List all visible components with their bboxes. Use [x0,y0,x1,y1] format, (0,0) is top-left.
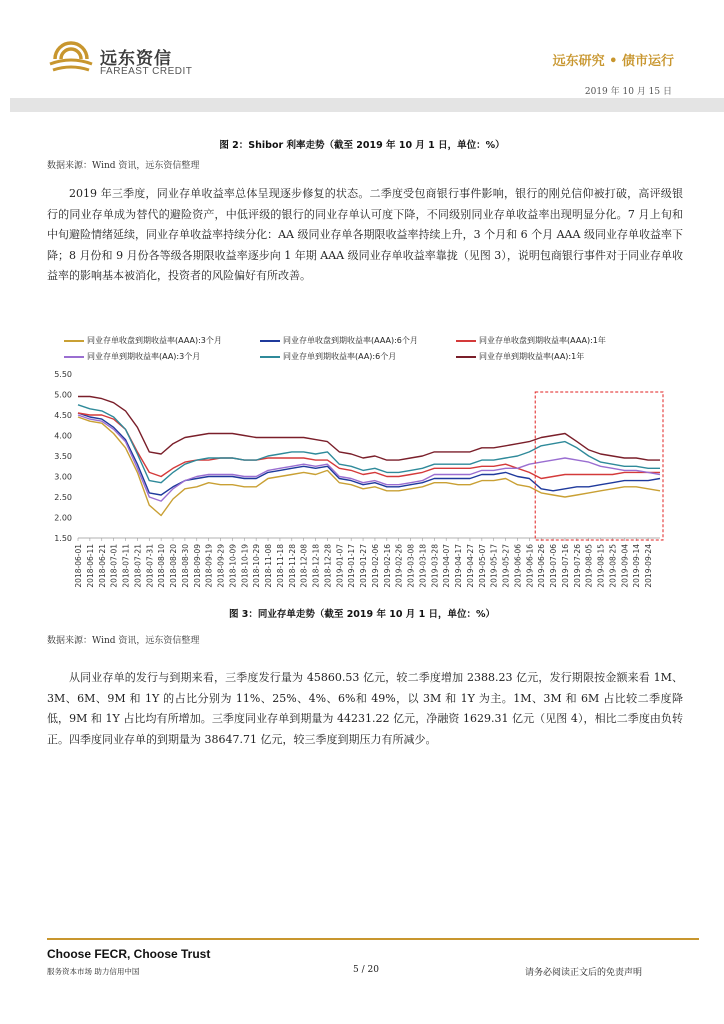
y-tick-label: 4.50 [54,411,72,420]
footer-disclaimer: 请务必阅读正文后的免责声明 [525,968,643,978]
x-tick-label: 2019-05-17 [489,544,499,588]
legend-label: 同业存单到期收益率(AA):6个月 [283,352,397,361]
x-tick-label: 2019-05-07 [477,544,487,588]
x-tick-label: 2018-09-29 [216,544,226,588]
header-divider-bar [10,98,724,112]
x-tick-label: 2018-11-28 [287,544,297,588]
legend-item-aaa-6m [260,335,418,346]
x-tick-label: 2019-01-27 [359,544,369,588]
x-tick-label: 2018-08-10 [157,544,167,588]
legend-item-aaa-1y [456,335,606,346]
figure3-source: 数据来源：Wind 资讯，远东资信整理 [47,636,200,646]
series-line-0 [78,417,660,516]
legend-swatch [260,356,280,358]
x-tick-label: 2018-09-19 [204,544,214,588]
fareast-logo-icon [46,40,96,76]
page-number: 5 / 20 [353,965,379,975]
x-tick-label: 2019-03-08 [406,544,416,588]
series-line-5 [78,397,660,461]
x-tick-label: 2019-05-27 [501,544,511,588]
x-tick-label: 2019-06-06 [513,544,523,588]
footer-subtitle: 服务资本市场 助力信用中国 [47,967,140,976]
legend-label: 同业存单到期收益率(AA):3个月 [87,352,201,361]
x-tick-label: 2018-11-18 [275,544,285,588]
legend-swatch [456,356,476,358]
x-tick-label: 2018-07-11 [121,544,131,588]
legend-label: 同业存单收盘到期收益率(AAA):3个月 [87,336,222,345]
x-tick-label: 2019-09-24 [644,544,654,588]
chart-legend [40,330,680,366]
x-tick-label: 2019-03-28 [430,544,440,588]
x-tick-label: 2019-02-06 [370,544,380,588]
legend-label: 同业存单收盘到期收益率(AAA):6个月 [283,336,418,345]
chart-plot [40,366,680,600]
series-line-4 [78,405,660,483]
paragraph-q3-yields: 2019 年三季度，同业存单收益率总体呈现逐步修复的状态。二季度受包商银行事件影响，银行的刚兑信仰被打破，高评级银行的同业存单成为替代的避险资产，中低评级的银行的同业存单认可度下降，不同级别同业存单收益率出现明显分化。7 月上旬和中旬避险情绪延续，同业存单收益率持续分化：AA 级同业存单各期限收益率持续上升，3 个月和 6 个月 AAA 级同业存单收益率下降；8 月份和 9 月份各等级各期限收益率逐步向 1 年期 AAA 级同业存单收益率靠拢（见图 3），说明包商银行事件对于同业存单收益率的影响基本被消化，投资者的风险偏好有所改善。 [47,187,683,282]
x-tick-label: 2019-03-18 [418,544,428,588]
legend-label: 同业存单到期收益率(AA):1年 [479,352,585,361]
logo-name-en: FAREAST CREDIT [100,66,193,77]
x-tick-label: 2018-07-31 [145,544,155,588]
legend-swatch [456,340,476,342]
x-tick-label: 2019-07-16 [560,544,570,588]
footer [0,930,724,1024]
x-tick-label: 2019-07-06 [549,544,559,588]
series-line-1 [78,413,660,495]
x-tick-label: 2018-11-08 [264,544,274,588]
report-series-title: 远东研究 • 债市运行 [552,54,674,69]
x-tick-label: 2019-08-25 [608,544,618,588]
x-tick-label: 2019-01-17 [347,544,357,588]
figure3-caption: 图 3：同业存单走势（截至 2019 年 10 月 1 日，单位：%） [228,609,496,620]
footer-slogan: Choose FECR, Choose Trust [47,947,211,961]
x-tick-label: 2019-04-27 [465,544,475,588]
x-tick-label: 2018-09-09 [192,544,202,588]
report-date: 2019 年 10 月 15 日 [584,87,672,97]
x-tick-label: 2018-10-09 [228,544,238,588]
x-tick-label: 2018-06-11 [85,544,95,588]
x-tick-label: 2018-08-30 [180,544,190,588]
x-tick-label: 2019-01-07 [335,544,345,588]
x-tick-label: 2019-06-26 [537,544,547,588]
legend-item-aa-1y [456,351,584,362]
legend-swatch [64,356,84,358]
x-tick-label: 2019-08-05 [584,544,594,588]
legend-swatch [260,340,280,342]
figure2-source: 数据来源：Wind 资讯，远东资信整理 [47,161,200,171]
x-tick-label: 2018-10-19 [240,544,250,588]
legend-item-aaa-3m [64,335,222,346]
x-tick-label: 2018-08-20 [169,544,179,588]
y-tick-label: 1.50 [54,534,72,543]
x-tick-label: 2019-09-04 [620,544,630,588]
x-tick-label: 2018-12-18 [311,544,321,588]
x-tick-label: 2018-12-28 [323,544,333,588]
x-tick-label: 2018-06-01 [74,544,83,588]
x-tick-label: 2018-07-01 [109,544,119,588]
x-tick-label: 2018-06-21 [97,544,107,588]
y-tick-label: 2.00 [54,513,72,523]
x-tick-label: 2019-06-16 [525,544,535,588]
x-tick-label: 2018-12-08 [299,544,309,588]
legend-label: 同业存单收盘到期收益率(AAA):1年 [479,336,606,345]
logo-name-cn: 远东资信 [100,49,172,69]
x-tick-label: 2019-07-26 [572,544,582,588]
x-tick-label: 2019-02-16 [382,544,392,588]
y-tick-label: 4.00 [54,431,72,441]
x-tick-label: 2019-02-26 [394,544,404,588]
ncd-yield-chart [40,330,680,600]
legend-item-aa-6m [260,351,396,362]
x-tick-label: 2019-09-14 [632,544,642,588]
paragraph-ncd-issuance: 从同业存单的发行与到期来看，三季度发行量为 45860.53 亿元，较二季度增加 2388.23 亿元，发行期限按金额来看 1M、3M、6M、9M 和 1Y 的占比分别为 11%、25%、4%、6%和 49%，以 3M 和 1Y 为主。1M、3M 和 6M 占比较二季度降低，9M 和 1Y 占比均有所增加。三季度同业存单到期量为 44231.22 亿元，净融资 1629.31 亿元（见图 4），相比二季度由负转正。四季度同业存单的到期量为 38647.71 亿元，较三季度到期压力有所减少。 [47,671,683,746]
footer-divider [47,938,699,940]
x-tick-label: 2018-07-21 [133,544,143,588]
legend-swatch [64,340,84,342]
y-tick-label: 3.50 [54,452,72,461]
y-tick-label: 5.50 [54,370,72,379]
y-tick-label: 5.00 [54,390,72,400]
figure2-caption: 图 2：Shibor 利率走势（截至 2019 年 10 月 1 日，单位：%） [219,140,505,151]
x-tick-label: 2019-08-15 [596,544,606,588]
header [0,0,724,115]
y-tick-label: 2.50 [54,493,72,502]
x-tick-label: 2019-04-07 [442,544,452,588]
legend-item-aa-3m [64,351,200,362]
x-tick-label: 2019-04-17 [454,544,464,588]
y-tick-label: 3.00 [54,472,72,482]
x-tick-label: 2018-10-29 [252,544,262,588]
